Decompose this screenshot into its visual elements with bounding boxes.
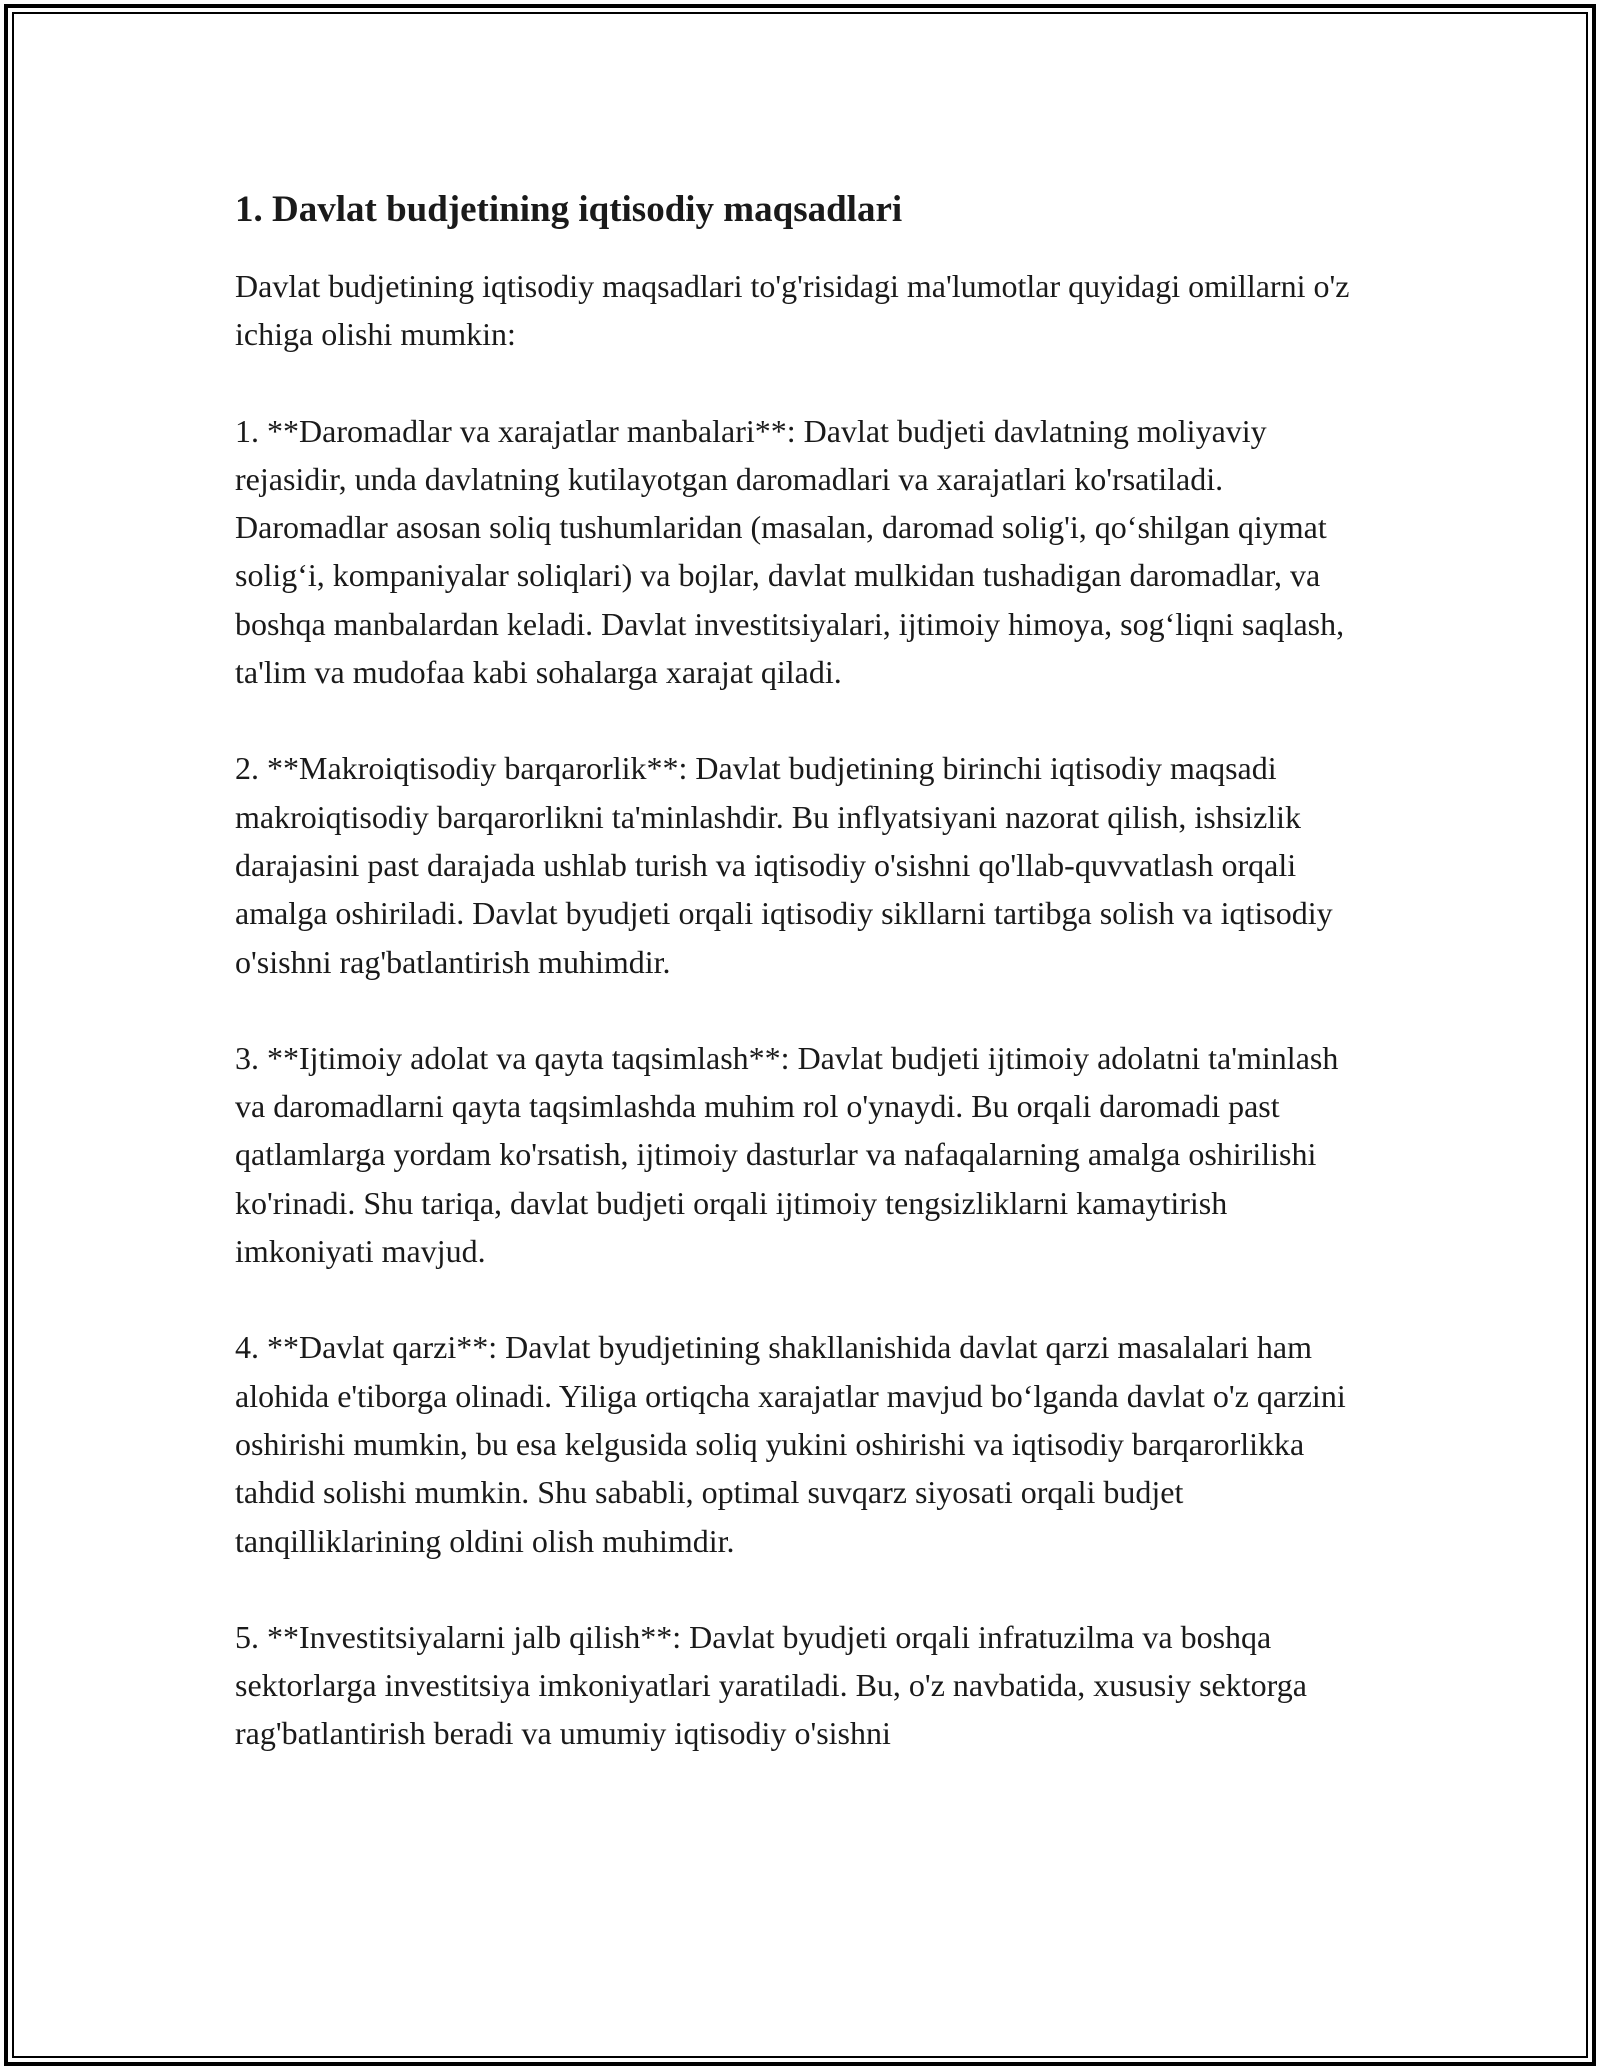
paragraph-investments: 5. **Investitsiyalarni jalb qilish**: Davlat byudjeti orqali infratuzilma va boshqa sektorlarga investitsiya imkoniyatlari yaratiladi. Bu, o'z navbatida, xususiy sektorga rag'batlantirish beradi va umumiy iqtisodiy o'sishni (235, 1618, 1307, 1752)
section-title: 1. Davlat budjetining iqtisodiy maqsadlari (235, 189, 903, 230)
document-body (235, 186, 1365, 1758)
paragraph-macro-stability: 2. **Makroiqtisodiy barqarorlik**: Davlat budjetining birinchi iqtisodiy maqsadi makroiqtisodiy barqarorlikni ta'minlashdir. Bu inflyatsiyani nazorat qilish, ishsizlik darajasini past darajada ushlab turish va iqtisodiy o'sishni qo'llab-quvvatlash orqali amalga oshiriladi. Davlat byudjeti orqali iqtisodiy sikllarni tartibga solish va iqtisodiy o'sishni rag'batlantirish muhimdir. (235, 750, 1333, 980)
paragraph-income-expenses: 1. **Daromadlar va xarajatlar manbalari**: Davlat budjeti davlatning moliyaviy rejasidir, unda davlatning kutilayotgan daromadlari va xarajatlari ko'rsatiladi. Daromadlar asosan soliq tushumlaridan (masalan, daromad solig'i, qo‘shilgan qiymat solig‘i, kompaniyalar soliqlari) va bojlar, davlat mulkidan tushadigan daromadlar, va boshqa manbalardan keladi. Davlat investitsiyalari, ijtimoiy himoya, sog‘liqni saqlash, ta'lim va mudofaa kabi sohalarga xarajat qiladi. (235, 412, 1345, 691)
paragraph-social-justice: 3. **Ijtimoiy adolat va qayta taqsimlash**: Davlat budjeti ijtimoiy adolatni ta'minlash va daromadlarni qayta taqsimlashda muhim rol o'ynaydi. Bu orqali daromadi past qatlamlarga yordam ko'rsatish, ijtimoiy dasturlar va nafaqalarning amalga oshirilishi ko'rinadi. Shu tariqa, davlat budjeti orqali ijtimoiy tengsizliklarni kamaytirish imkoniyati mavjud. (235, 1039, 1339, 1270)
intro-paragraph: Davlat budjetining iqtisodiy maqsadlari to'g'risidagi ma'lumotlar quyidagi omillarni o'z ichiga olishi mumkin: (235, 268, 1350, 353)
paragraph-state-debt: 4. **Davlat qarzi**: Davlat byudjetining shakllanishida davlat qarzi masalalari ham alohida e'tiborga olinadi. Yiliga ortiqcha xarajatlar mavjud bo‘lganda davlat o'z qarzini oshirishi mumkin, bu esa kelgusida soliq yukini oshirishi va iqtisodiy barqarorlikka tahdid solishi mumkin. Shu sababli, optimal suvqarz siyosati orqali budjet tanqilliklarining oldini olish muhimdir. (235, 1329, 1346, 1559)
